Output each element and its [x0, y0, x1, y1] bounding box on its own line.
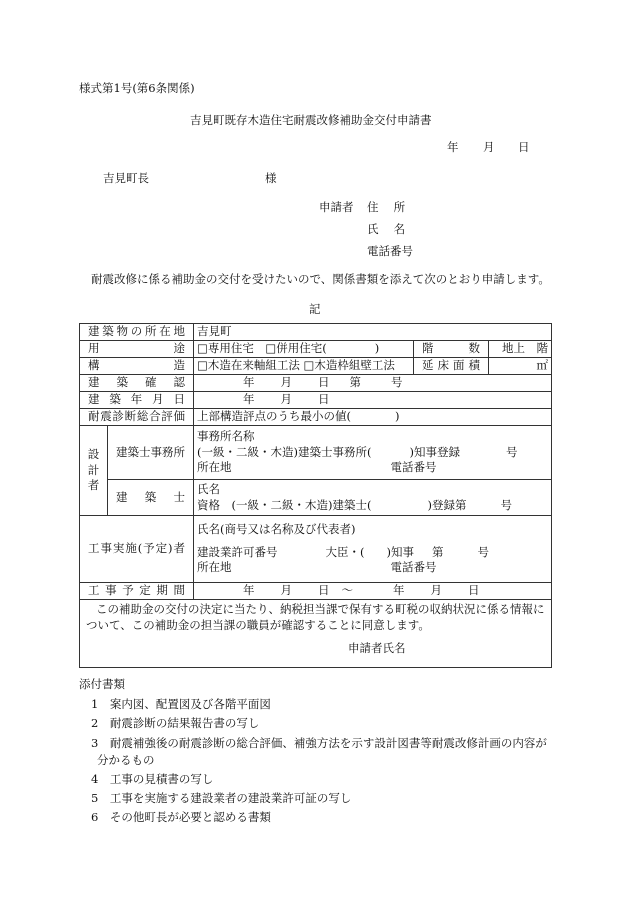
- structure-option-conventional[interactable]: □木造在来軸組工法: [197, 358, 300, 373]
- row-building-confirmation: 建築確認 年 月 日 第 号: [80, 375, 552, 392]
- use-option-mixed[interactable]: □併用住宅(: [265, 341, 327, 356]
- row-build-date: 建築年月日 年 月 日: [80, 392, 552, 409]
- attachment-item: 6 その他町長が必要と認める書類: [91, 810, 271, 824]
- attachment-item: 2 耐震診断の結果報告書の写し: [91, 716, 260, 730]
- attachment-item-continuation: 分かるもの: [97, 753, 155, 767]
- consent-signature[interactable]: 申請者氏名: [348, 641, 406, 656]
- attachment-item: 3 耐震補強後の耐震診断の総合評価、補強方法を示す設計図書等耐震改修計画の内容が: [91, 736, 547, 750]
- applicant-phone-label: 電話番号: [367, 244, 413, 258]
- attachment-item: 1 案内図、配置図及び各階平面図: [91, 697, 271, 711]
- attachments-heading: 添付書類: [79, 677, 125, 691]
- use-option-dedicated[interactable]: □専用住宅: [197, 341, 254, 356]
- structure-option-frame[interactable]: □木造枠組壁工法: [303, 358, 395, 373]
- row-location: 建築物の所在地 吉見町: [80, 324, 552, 341]
- row-designer-architect: 建築士 氏名 資格 (一級・二級・木造)建築士( )登録第 号: [80, 480, 552, 516]
- row-structure: 構造 □木造在来軸組工法 □木造枠組壁工法 延床面積 ㎡: [80, 358, 552, 375]
- row-consent: [80, 600, 552, 668]
- form-number: 様式第1号(第6条関係): [79, 81, 195, 95]
- row-diagnosis: 耐震診断総合評価 上部構造評点のうち最小の値( ): [80, 409, 552, 426]
- application-table: [79, 323, 552, 668]
- row-contractor: 工事実施(予定)者 氏名(商号又は名称及び代表者) 建設業許可番号 大臣・( )知事 第 号 所在地 電話番号: [80, 516, 552, 583]
- row-designer-office: 設 計 者 建築士事務所 事務所名称 (一級・二級・木造)建築士事務所( )知事登録 号 所在地 電話番号: [80, 426, 552, 480]
- consent-text-2: ついて、この補助金の担当課の職員が確認することに同意します。: [86, 617, 430, 632]
- applicant-address-label: 住 所: [367, 200, 406, 214]
- designer-label: 設 計 者: [80, 426, 108, 516]
- row-use: 用途 □専用住宅 □併用住宅( ) 階 数 地上 階: [80, 341, 552, 358]
- row-schedule: 工事予定期間 年 月 日 ～ 年 月 日: [80, 583, 552, 600]
- consent-text-1: この補助金の交付の決定に当たり、納税担当課で保有する町税の収納状況に係る情報に: [96, 602, 545, 616]
- ki-label: 記: [309, 302, 321, 316]
- intro-text: 耐震改修に係る補助金の交付を受けたいので、関係書類を添えて次のとおり申請します。: [91, 272, 550, 286]
- applicant-name-label: 氏 名: [367, 222, 406, 236]
- attachment-item: 5 工事を実施する建設業者の建設業許可証の写し: [91, 791, 352, 805]
- document-title: 吉見町既存木造住宅耐震改修補助金交付申請書: [190, 113, 432, 127]
- attachment-item: 4 工事の見積書の写し: [91, 772, 214, 786]
